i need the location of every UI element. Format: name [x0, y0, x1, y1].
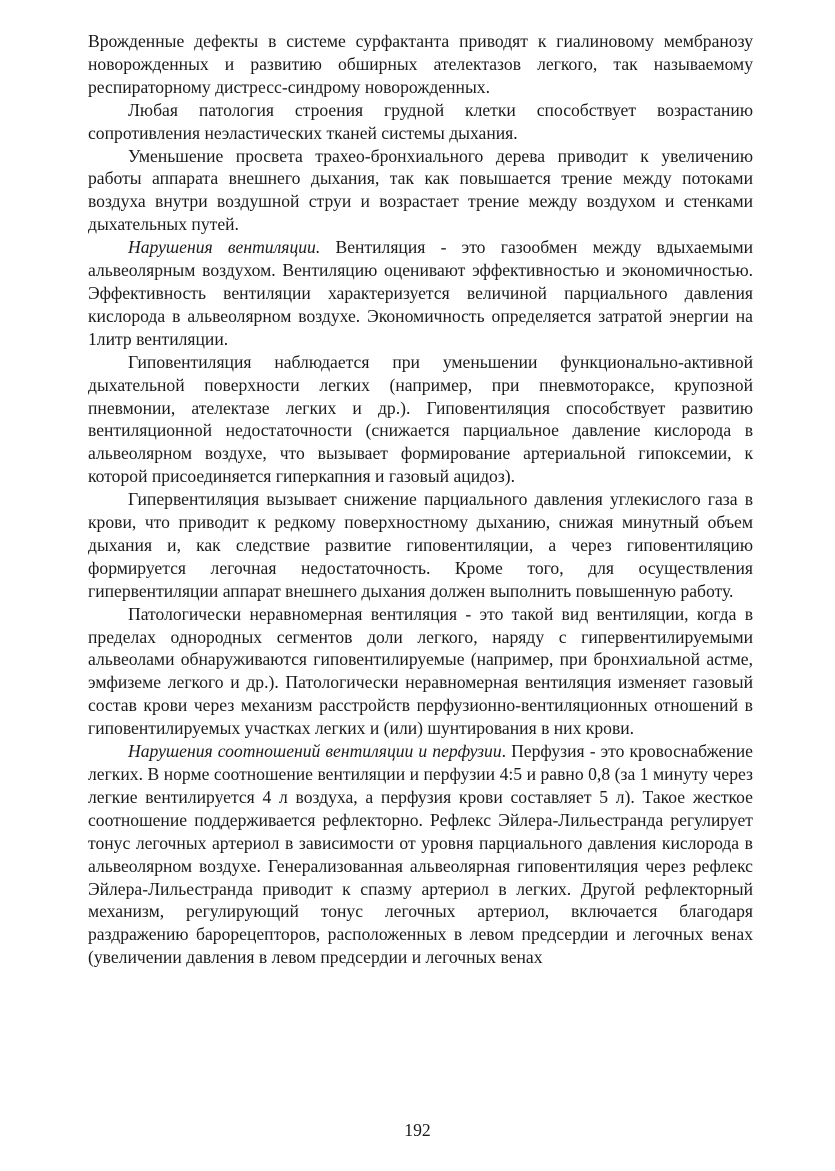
paragraph-text: Врожденные дефекты в системе сурфактанта приводят к гиалиновому мембранозу новорожденных и развитию обширных ателектазов легкого, так называемому респираторному дистресс-синдрому новорожденных. — [88, 31, 753, 97]
paragraph-text: Гипервентиляция вызывает снижение парциального давления углекислого газа в крови, что приводит к редкому поверхностному дыханию, снижая минутный объем дыхания и, как следствие развитие гиповентиляции, а через гиповентиляцию формируется легочная недостаточность. Кроме того, для осуществления гипервентиляции аппарат внешнего дыхания должен выполнить повышенную работу. — [88, 489, 753, 601]
paragraph-text: Вентиляция - это газообмен между вдыхаемыми альвеолярным воздухом. Вентиляцию оценивают эффективностью и экономичностью. Эффективность вентиляции характеризуется величиной парциального давления кислорода в альвеолярном воздухе. Экономичность определяется затратой энергии на 1литр вентиляции. — [88, 237, 753, 349]
paragraph-ventilation-perfusion — [88, 740, 753, 969]
section-heading-ventilation: Нарушения вентиляции. — [128, 237, 321, 258]
paragraph-text: Любая патология строения грудной клетки способствует возрастанию сопротивления неэластических тканей системы дыхания. — [88, 99, 753, 143]
paragraph-ventilation-disorders — [88, 236, 753, 351]
section-heading-ventilation-perfusion: Нарушения соотношений вентиляции и перфузии — [128, 741, 502, 762]
paragraph-hypoventilation — [88, 351, 753, 488]
paragraph-text: Патологически неравномерная вентиляция - это такой вид вентиляции, когда в пределах однородных сегментов доли легкого, наряду с гипервентилируемыми альвеолами обнаруживаются гиповентилируемые (например, при бронхиальной астме, эмфиземе легкого и др.). Патологически неравномерная вентиляция изменяет газовый состав крови через механизм расстройств перфузионно-вентиляционных отношений в гиповентилируемых участках легких и (или) шунтирования в них крови. — [88, 603, 753, 739]
paragraph-airway-narrowing — [88, 145, 753, 237]
paragraph-text: Уменьшение просвета трахео-бронхиального дерева приводит к увеличению работы аппарата внешнего дыхания, так как повышается трение между потоками воздуха внутри воздушной струи и возрастает трение между воздухом и стенками дыхательных путей. — [88, 145, 753, 235]
page-body — [88, 30, 753, 969]
paragraph-text: Гиповентиляция наблюдается при уменьшении функционально-активной дыхательной поверхности легких (например, при пневмотораксе, крупозной пневмонии, ателектазе легких и др.). Гиповентиляция способствует развитию вентиляционной недостаточности (снижается парциальное давление кислорода в альвеолярном воздухе, что вызывает формирование артериальной гипоксемии, к которой присоединяется гиперкапния и газовый ацидоз). — [88, 351, 753, 487]
paragraph-surfactant — [88, 30, 753, 99]
paragraph-chest-pathology — [88, 99, 753, 145]
paragraph-hyperventilation — [88, 488, 753, 603]
page-number: 192 — [404, 1120, 431, 1140]
paragraph-text: . Перфузия - это кровоснабжение легких. В норме соотношение вентиляции и перфузии 4:5 и равно 0,8 (за 1 минуту через легкие вентилируется 4 л воздуха, а перфузия крови составляет 5 л). Такое жесткое соотношение поддерживается рефлекторно. Рефлекс Эйлера-Лильестранда регулирует тонус легочных артериол в зависимости от уровня парциального давления кислорода в альвеолярном воздухе. Генерализованная альвеолярная гиповентиляция через рефлекс Эйлера-Лильестранда приводит к спазму артериол в легких. Другой рефлекторный механизм, регулирующий тонус легочных артериол, включается благодаря раздражению барорецепторов, расположенных в левом предсердии и легочных венах (увеличении давления в левом предсердии и легочных венах — [88, 741, 753, 968]
paragraph-uneven-ventilation — [88, 603, 753, 740]
